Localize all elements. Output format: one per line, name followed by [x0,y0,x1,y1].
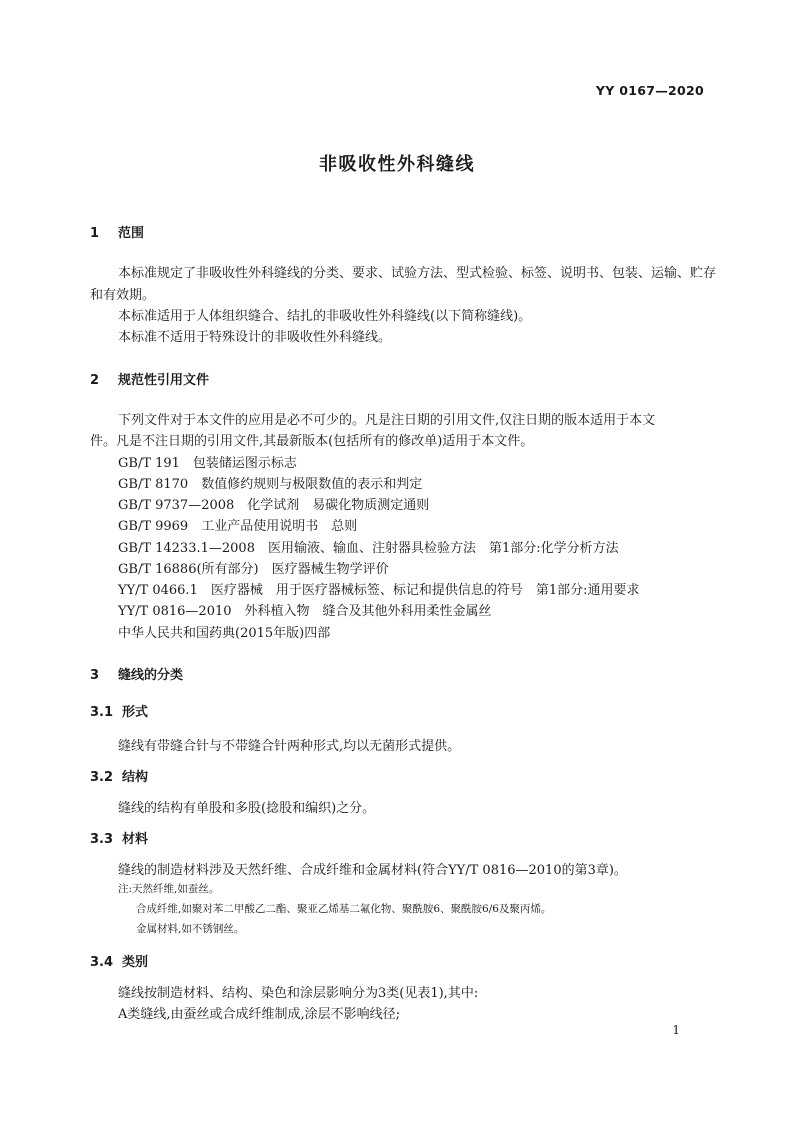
section-number: 2 [90,373,100,388]
subsection-title: 形式 [122,705,149,720]
note [118,881,219,896]
paragraph: 缝线的制造材料涉及天然纤维、合成纤维和金属材料(符合YY/T 0816—2010的第3章)。 [118,863,627,878]
section-3-heading [90,664,183,683]
note-line: 金属材料,如不锈钢丝。 [136,923,245,935]
paragraph: 本标准不适用于特殊设计的非吸收性外科缝线。 [118,330,392,345]
reference-item: YY/T 0816—2010 外科植入物 缝合及其他外科用柔性金属丝 [118,604,492,619]
subsection-number: 3.1 [90,705,114,720]
paragraph: 缝线按制造材料、结构、染色和涂层影响分为3类(见表1),其中: [118,986,479,1001]
page-number: 1 [672,1023,680,1037]
note-label: 注: [118,883,133,895]
reference-item: YY/T 0466.1 医疗器械 用于医疗器械标签、标记和提供信息的符号 第1部分:通用要求 [118,583,640,598]
paragraph: 件。凡是不注日期的引用文件,其最新版本(包括所有的修改单)适用于本文件。 [90,434,534,449]
section-title: 缝线的分类 [118,668,184,683]
subsection-number: 3.4 [90,955,114,970]
paragraph: 缝线有带缝合针与不带缝合针两种形式,均以无菌形式提供。 [118,739,461,754]
subsection-3-4-heading [90,951,148,970]
section-number: 3 [90,668,100,683]
section-title: 规范性引用文件 [118,373,210,388]
paragraph: 本标准适用于人体组织缝合、结扎的非吸收性外科缝线(以下简称缝线)。 [118,309,532,324]
paragraph: A类缝线,由蚕丝或合成纤维制成,涂层不影响线径; [118,1007,401,1022]
reference-item: GB/T 9737—2008 化学试剂 易碳化物质测定通则 [118,498,430,513]
document-title: 非吸收性外科缝线 [319,154,475,175]
reference-item: 中华人民共和国药典(2015年版)四部 [118,626,331,641]
subsection-title: 材料 [122,832,149,847]
note-line: 合成纤维,如聚对苯二甲酸乙二酯、聚亚乙烯基二氟化物、聚酰胺6、聚酰胺6/6及聚丙烯。 [136,903,552,915]
note-line: 天然纤维,如蚕丝。 [132,883,220,895]
paragraph: 本标准规定了非吸收性外科缝线的分类、要求、试验方法、型式检验、标签、说明书、包装、运输、贮存 [118,266,717,281]
reference-item: GB/T 16886(所有部分) 医疗器械生物学评价 [118,562,389,577]
reference-item: GB/T 8170 数值修约规则与极限数值的表示和判定 [118,477,423,492]
subsection-3-1-heading [90,701,148,720]
subsection-3-3-heading [90,828,148,847]
paragraph: 和有效期。 [90,288,156,303]
subsection-number: 3.3 [90,832,114,847]
subsection-number: 3.2 [90,770,114,785]
standard-code: YY 0167—2020 [595,83,704,98]
section-number: 1 [90,226,100,241]
subsection-3-2-heading [90,766,148,785]
subsection-title: 类别 [122,955,149,970]
section-2-heading [90,369,209,388]
paragraph: 缝线的结构有单股和多股(捻股和编织)之分。 [118,801,376,816]
reference-item: GB/T 9969 工业产品使用说明书 总则 [118,519,358,534]
reference-item: GB/T 14233.1—2008 医用输液、输血、注射器具检验方法 第1部分:化学分析方法 [118,541,619,556]
reference-item: GB/T 191 包装储运图示标志 [118,456,297,471]
section-1-heading [90,222,144,241]
section-title: 范围 [118,226,145,241]
subsection-title: 结构 [122,770,149,785]
paragraph: 下列文件对于本文件的应用是必不可少的。凡是注日期的引用文件,仅注日期的版本适用于本文 [118,413,656,428]
